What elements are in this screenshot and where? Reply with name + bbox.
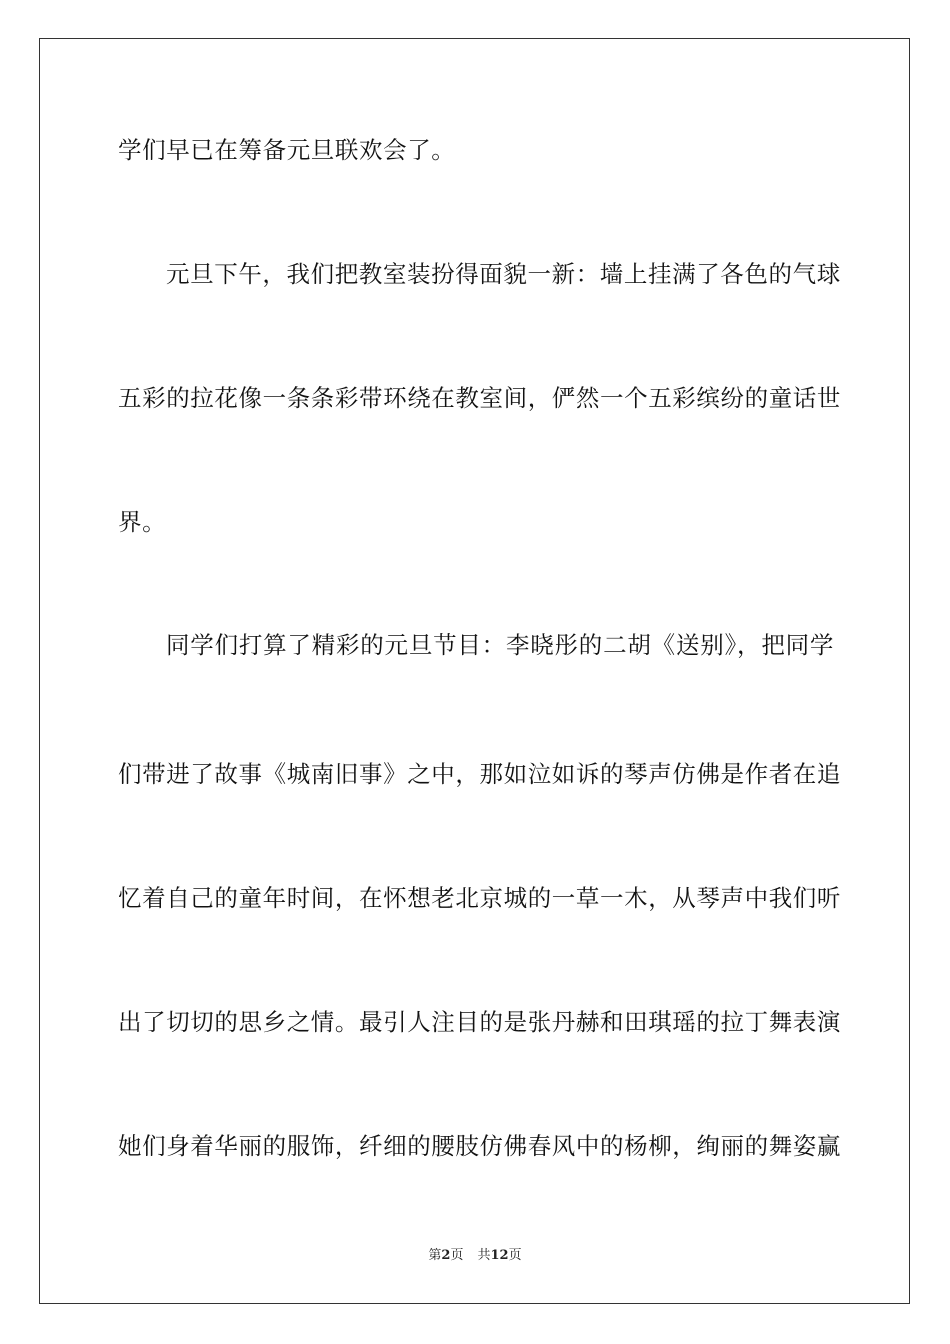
text-line: 们带进了故事《城南旧事》之中，那如泣如诉的琴声仿佛是作者在追	[118, 760, 841, 788]
text-line: 界。	[118, 508, 167, 536]
total-suffix: 页	[508, 1248, 522, 1263]
text-line: 五彩的拉花像一条条彩带环绕在教室间，俨然一个五彩缤纷的童话世	[118, 384, 841, 412]
page-number: 2	[441, 1248, 451, 1263]
text-line: 她们身着华丽的服饰，纤细的腰肢仿佛春风中的杨柳，绚丽的舞姿赢	[118, 1132, 841, 1160]
page-suffix: 页	[450, 1248, 464, 1263]
text-line: 同学们打算了精彩的元旦节目：李晓彤的二胡《送别》，把同学	[166, 631, 834, 659]
text-line: 学们早已在筹备元旦联欢会了。	[118, 136, 456, 164]
text-line: 元旦下午，我们把教室装扮得面貌一新：墙上挂满了各色的气球	[166, 260, 841, 288]
text-line: 出了切切的思乡之情。最引人注目的是张丹赫和田琪瑶的拉丁舞表演	[118, 1008, 841, 1036]
total-pages: 12	[490, 1248, 509, 1263]
total-prefix: 共	[477, 1248, 491, 1263]
page-prefix: 第	[428, 1248, 442, 1263]
text-line: 忆着自己的童年时间，在怀想老北京城的一草一木，从琴声中我们听	[118, 884, 841, 912]
page-border	[39, 38, 910, 1304]
page-footer	[0, 1247, 950, 1265]
